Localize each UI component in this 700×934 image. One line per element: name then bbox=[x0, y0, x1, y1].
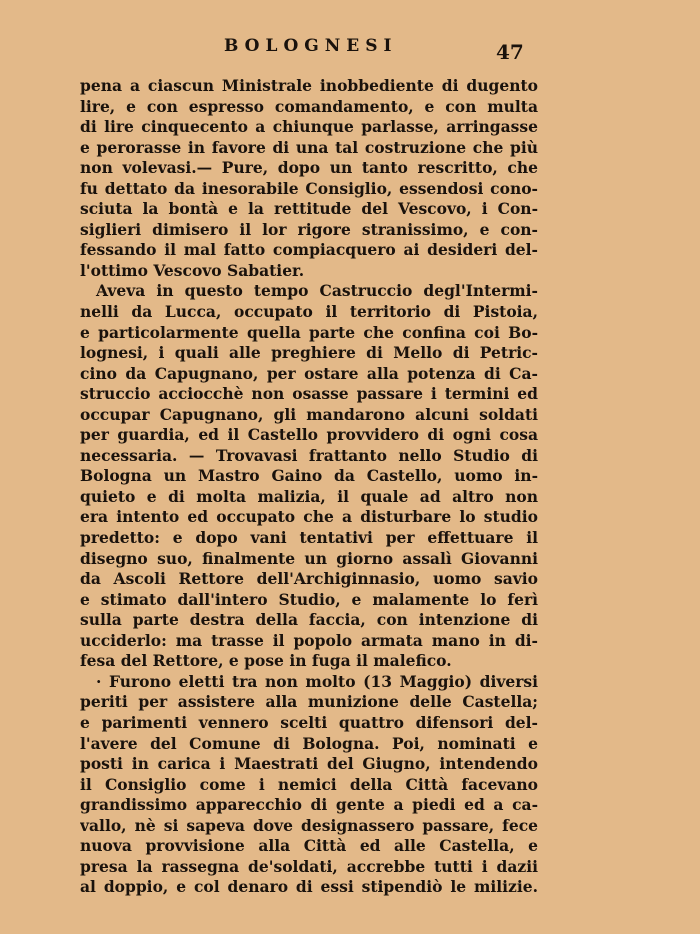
text-line: occupar Capugnano, gli mandarono alcuni soldati bbox=[80, 404, 538, 424]
paragraph-end-line: l'ottimo Vescovo Sabatier. bbox=[80, 260, 305, 280]
text-line: cino da Capugnano, per ostare alla potenza di Ca- bbox=[80, 363, 538, 383]
paragraph-start-line: Aveva in questo tempo Castruccio degl'Intermi- bbox=[96, 281, 538, 301]
text-line: necessaria. — Trovavasi frattanto nello Studio di bbox=[80, 445, 538, 465]
text-line: grandissimo apparecchio di gente a piedi ed a ca- bbox=[80, 795, 538, 815]
text-line: siglieri dimisero il lor rigore stranissimo, e con- bbox=[80, 219, 538, 239]
text-line: sciuta la bontà e la rettitude del Vescovo, i Con- bbox=[80, 199, 538, 219]
text-line: era intento ed occupato che a disturbare lo studio bbox=[80, 507, 538, 527]
text-line: e stimato dall'intero Studio, e malamente lo ferì bbox=[80, 589, 538, 609]
text-line: l'avere del Comune di Bologna. Poi, nominati e bbox=[80, 733, 538, 753]
text-line: e perorasse in favore di una tal costruzione che più bbox=[80, 137, 538, 157]
text-line: predetto: e dopo vani tentativi per effettuare il bbox=[80, 528, 538, 548]
text-line: pena a ciascun Ministrale inobbediente di dugento bbox=[80, 76, 538, 95]
text-line: non volevasi.— Pure, dopo un tanto rescritto, che bbox=[80, 158, 538, 178]
text-line: lire, e con espresso comandamento, e con multa bbox=[80, 96, 538, 116]
text-line: e particolarmente quella parte che confina coi Bo- bbox=[80, 322, 538, 342]
paragraph-start-line: · Furono eletti tra non molto (13 Maggio) diversi bbox=[96, 671, 538, 691]
text-line: di lire cinquecento a chiunque parlasse, arringasse bbox=[80, 117, 538, 137]
page-header bbox=[0, 36, 700, 66]
text-line: posti in carica i Maestrati del Giugno, intendendo bbox=[80, 754, 538, 774]
text-line: ucciderlo: ma trasse il popolo armata mano in di- bbox=[80, 630, 538, 650]
text-line: quieto e di molta malizia, il quale ad altro non bbox=[80, 486, 538, 506]
running-head: BOLOGNESI bbox=[224, 36, 398, 56]
text-line: lognesi, i quali alle preghiere di Mello di Petric- bbox=[80, 343, 538, 363]
text-line: e parimenti vennero scelti quattro difensori del- bbox=[80, 712, 538, 732]
text-line: al doppio, e col denaro di essi stipendiò le milizie. bbox=[80, 877, 538, 897]
text-line: struccio acciocchè non osasse passare i termini ed bbox=[80, 384, 538, 404]
text-line: disegno suo, finalmente un giorno assalì Giovanni bbox=[80, 548, 538, 568]
text-line: da Ascoli Rettore dell'Archiginnasio, uomo savio bbox=[80, 569, 538, 589]
text-line: periti per assistere alla munizione delle Castella; bbox=[80, 692, 538, 712]
text-line: Bologna un Mastro Gaino da Castello, uomo in- bbox=[80, 466, 538, 486]
text-line: presa la rassegna de'soldati, accrebbe tutti i dazii bbox=[80, 856, 538, 876]
text-line: vallo, nè si sapeva dove designassero passare, fece bbox=[80, 815, 538, 835]
text-line: nelli da Lucca, occupato il territorio di Pistoia, bbox=[80, 302, 538, 322]
text-line: nuova provvisione alla Città ed alle Castella, e bbox=[80, 836, 538, 856]
text-line: fu dettato da inesorabile Consiglio, essendosi cono- bbox=[80, 178, 538, 198]
text-line: il Consiglio come i nemici della Città facevano bbox=[80, 774, 538, 794]
paragraph-end-line: fesa del Rettore, e pose in fuga il malefico. bbox=[80, 651, 452, 671]
text-line: sulla parte destra della faccia, con intenzione di bbox=[80, 610, 538, 630]
page-number: 47 bbox=[496, 40, 524, 64]
text-line: fessando il mal fatto compiacquero ai desideri del- bbox=[80, 240, 538, 260]
text-line: per guardia, ed il Castello provvidero di ogni cosa bbox=[80, 425, 538, 445]
body-text bbox=[80, 76, 538, 898]
